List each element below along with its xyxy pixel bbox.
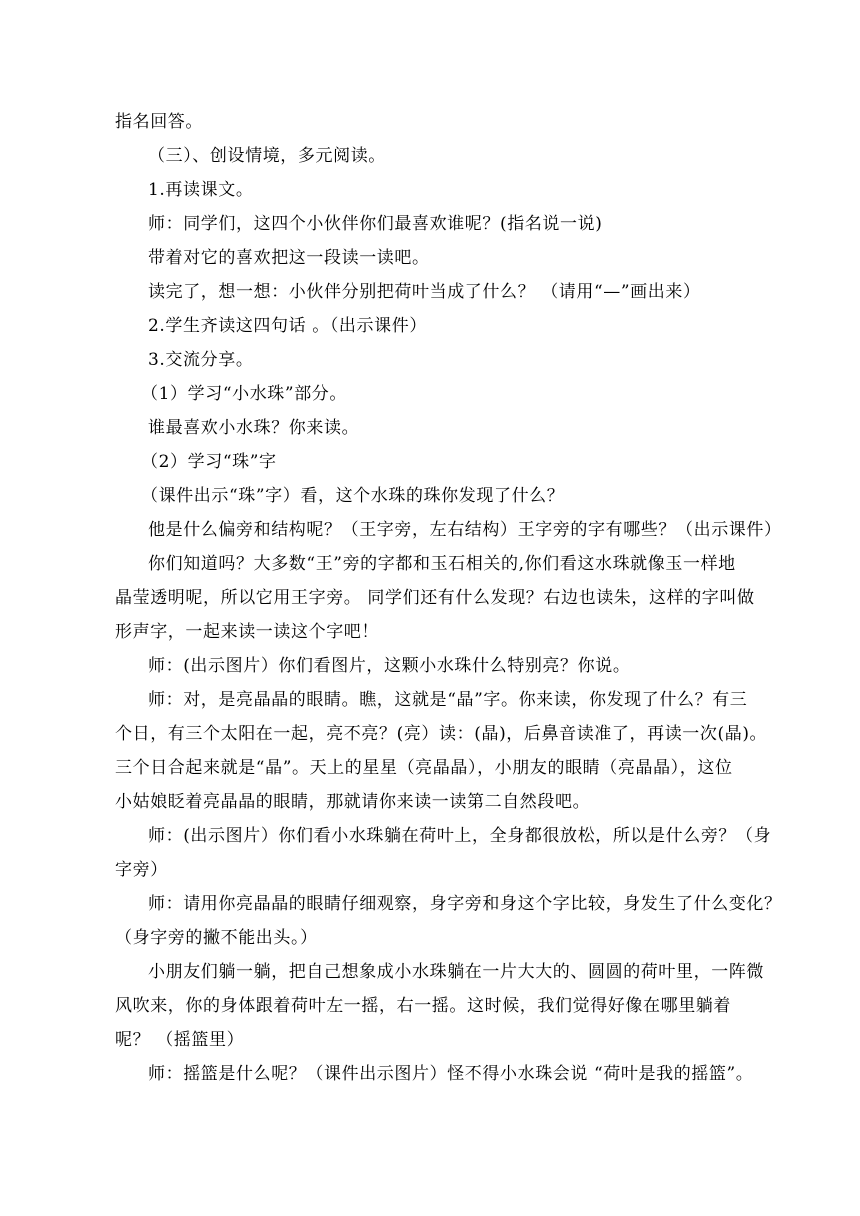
text-line: （2）学习“珠”字 (141, 452, 277, 472)
text-line: 风吹来，你的身体跟着荷叶左一摇，右一摇。这时候，我们觉得好像在哪里躺着 (115, 996, 731, 1016)
text-line: 师：同学们，这四个小伙伴你们最喜欢谁呢？(指名说一说) (148, 214, 603, 234)
text-line: 3.交流分享。 (148, 350, 254, 370)
text-line: 师：请用你亮晶晶的眼睛仔细观察，身字旁和身这个字比较，身发生了什么变化？ (148, 894, 782, 914)
section-heading: （三）、创设情境，多元阅读。 (148, 146, 386, 166)
text-line: 师：(出示图片）你们看图片，这颗小水珠什么特别亮？你说。 (148, 656, 631, 676)
text-line: 字旁） (115, 860, 168, 880)
text-line: 师：对，是亮晶晶的眼睛。瞧，这就是“晶”字。你来读，你发现了什么？有三 (148, 690, 748, 710)
text-line: 小朋友们躺一躺，把自己想象成小水珠躺在一片大大的、圆圆的荷叶里，一阵微 (148, 962, 764, 982)
text-line: 个日，有三个太阳在一起，亮不亮？(亮）读：(晶)，后鼻音读准了，再读一次(晶)。 (115, 724, 768, 744)
text-line: 师：摇篮是什么呢？（课件出示图片）怪不得小水珠会说 “荷叶是我的摇篮”。 (148, 1064, 754, 1084)
text-line: 他是什么偏旁和结构呢？（王字旁，左右结构）王字旁的字有哪些？（出示课件） (148, 520, 782, 540)
text-line: 呢？ （摇篮里） (115, 1030, 245, 1050)
text-line: 你们知道吗？大多数“王”旁的字都和玉石相关的,你们看这水珠就像玉一样地 (148, 554, 736, 574)
text-line: 谁最喜欢小水珠？你来读。 (148, 418, 360, 438)
text-line: 晶莹透明呢，所以它用王字旁。 同学们还有什么发现？右边也读朱，这样的字叫做 (115, 588, 755, 608)
text-line: 指名回答。 (115, 112, 203, 132)
text-line: 1.再读课文。 (148, 180, 254, 200)
text-line: 三个日合起来就是“晶”。天上的星星（亮晶晶），小朋友的眼睛（亮晶晶），这位 (115, 758, 733, 778)
text-line: 2.学生齐读这四句话 。（出示课件） (148, 316, 427, 336)
text-line: 师：(出示图片）你们看小水珠躺在荷叶上，全身都很放松，所以是什么旁？（身 (148, 826, 772, 846)
text-line: （身字旁的撇不能出头。） (115, 928, 318, 948)
text-line: 读完了，想一想：小伙伴分别把荷叶当成了什么？ （请用“—”画出来） (148, 282, 701, 302)
text-line: （1）学习“小水珠”部分。 (141, 384, 347, 404)
text-line: （课件出示“珠”字）看，这个水珠的珠你发现了什么？ (141, 486, 565, 506)
text-line: 带着对它的喜欢把这一段读一读吧。 (148, 248, 430, 268)
text-line: 形声字，一起来读一读这个字吧！ (115, 622, 379, 642)
text-line: 小姑娘眨着亮晶晶的眼睛，那就请你来读一读第二自然段吧。 (115, 792, 591, 812)
